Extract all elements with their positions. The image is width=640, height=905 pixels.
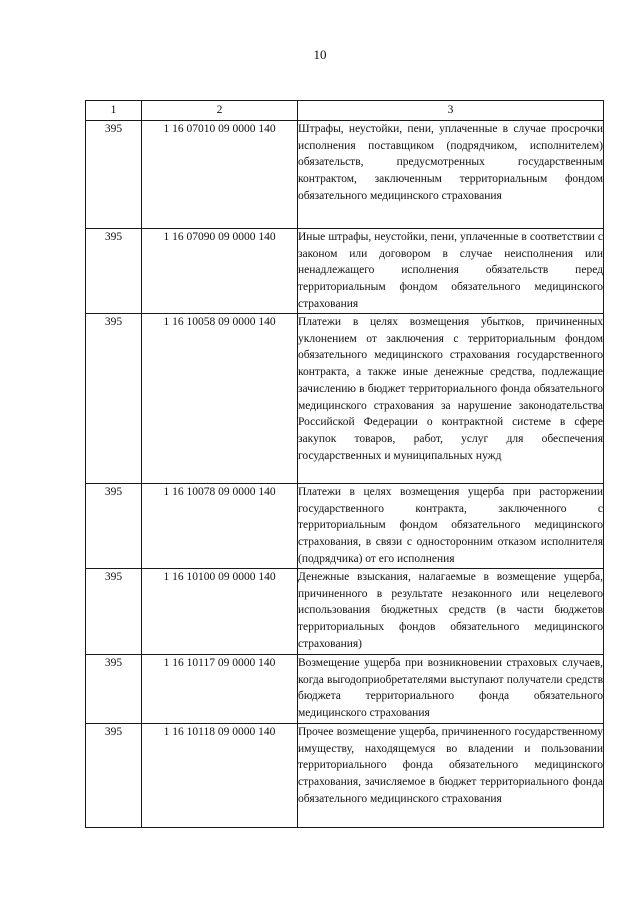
budget-code-cell: 1 16 10117 09 0000 140 <box>142 655 298 724</box>
table-row <box>86 121 604 229</box>
admin-code-cell: 395 <box>86 121 142 229</box>
admin-code-cell: 395 <box>86 655 142 724</box>
revenue-name-cell: Возмещение ущерба при возникновении страховых случаев, когда выгодоприобретателями выступают получатели средств бюджета территориального фонда обязательного медицинского страхования <box>298 655 604 724</box>
budget-codes-table <box>85 100 604 828</box>
budget-code-cell: 1 16 10118 09 0000 140 <box>142 724 298 828</box>
admin-code-cell: 395 <box>86 484 142 569</box>
column-header-1: 1 <box>86 101 142 121</box>
revenue-name-cell: Платежи в целях возмещения убытков, причиненных уклонением от заключения с территориальным фондом обязательного медицинского страхования государственного контракта, а также иные денежные средства, подлежащие зачислению в бюджет территориального фонда обязательного медицинского страхования за нарушение законодательства Российской Федерации о контрактной системе в сфере закупок товаров, работ, услуг для обеспечения государственных и муниципальных нужд <box>298 314 604 484</box>
table-header-row <box>86 101 604 121</box>
column-header-3: 3 <box>298 101 604 121</box>
revenue-name-cell: Денежные взыскания, налагаемые в возмещение ущерба, причиненного в результате незаконного или нецелевого использования бюджетных средств (в части бюджетов территориальных фондов обязательного медицинского страхования) <box>298 569 604 655</box>
table-row <box>86 569 604 655</box>
column-header-2: 2 <box>142 101 298 121</box>
table-row <box>86 724 604 828</box>
budget-code-cell: 1 16 10100 09 0000 140 <box>142 569 298 655</box>
table-row <box>86 484 604 569</box>
budget-code-cell: 1 16 07010 09 0000 140 <box>142 121 298 229</box>
table-row <box>86 229 604 314</box>
revenue-name-cell: Иные штрафы, неустойки, пени, уплаченные в соответствии с законом или договором в случае неисполнения или ненадлежащего исполнения обязательств перед территориальным фондом обязательного медицинского страхования <box>298 229 604 314</box>
admin-code-cell: 395 <box>86 569 142 655</box>
budget-code-cell: 1 16 10058 09 0000 140 <box>142 314 298 484</box>
revenue-name-cell: Платежи в целях возмещения ущерба при расторжении государственного контракта, заключенного с территориальным фондом обязательного медицинского страхования, в связи с односторонним отказом исполнителя (подрядчика) от его исполнения <box>298 484 604 569</box>
admin-code-cell: 395 <box>86 229 142 314</box>
table-row <box>86 314 604 484</box>
admin-code-cell: 395 <box>86 314 142 484</box>
budget-code-cell: 1 16 10078 09 0000 140 <box>142 484 298 569</box>
page-number: 10 <box>313 47 327 62</box>
budget-code-cell: 1 16 07090 09 0000 140 <box>142 229 298 314</box>
revenue-name-cell: Прочее возмещение ущерба, причиненного государственному имуществу, находящемуся во владении и пользовании территориального фонда обязательного медицинского страхования, зачисляемое в бюджет территориального фонда обязательного медицинского страхования <box>298 724 604 828</box>
admin-code-cell: 395 <box>86 724 142 828</box>
table-row <box>86 655 604 724</box>
revenue-name-cell: Штрафы, неустойки, пени, уплаченные в случае просрочки исполнения поставщиком (подрядчиком, исполнителем) обязательств, предусмотренных государственным контрактом, заключенным территориальным фондом обязательного медицинского страхования <box>298 121 604 229</box>
